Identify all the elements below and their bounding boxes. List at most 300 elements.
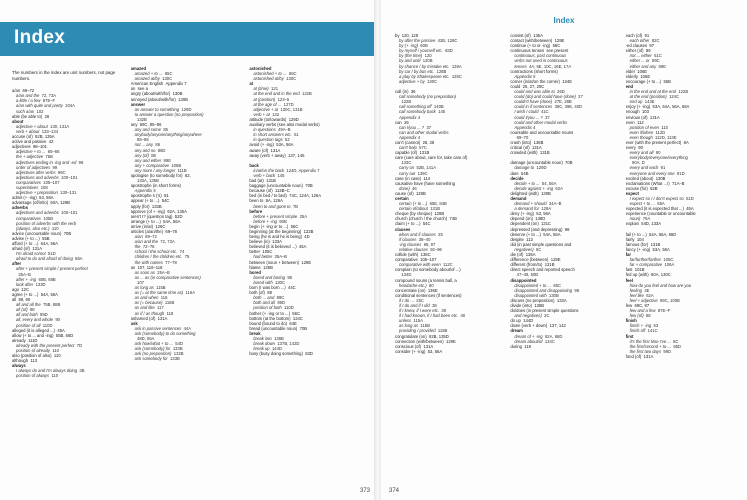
entry-unit-refs: 136B xyxy=(534,302,545,308)
entry-unit-refs: 133C xyxy=(401,160,412,166)
subentry-text: every and all xyxy=(629,150,654,156)
subentry-text: as (= at the same time as) xyxy=(134,290,184,296)
subentry-text: a/an with quite and pretty xyxy=(16,103,63,109)
entry-headword: can't (cannot) xyxy=(395,139,421,145)
subentry-text: can't help xyxy=(399,145,417,151)
entry-headword: adverbs xyxy=(12,205,29,211)
entry-unit-refs: 129B xyxy=(415,190,426,196)
entry-unit-refs: 25A–B xyxy=(18,271,31,277)
entry-unit-refs: 89D xyxy=(277,300,286,306)
entry-headword: do up xyxy=(510,318,521,324)
entry-unit-refs: 141C xyxy=(647,328,658,334)
entry-unit-refs: 70A xyxy=(642,216,651,222)
entry-unit-refs: 37 xyxy=(545,114,550,120)
entry-unit-refs: 131A xyxy=(423,343,434,349)
entry-unit-refs: 75B xyxy=(45,154,53,160)
entry-headword: amazed xyxy=(130,66,147,71)
entry-headword: depend (on) xyxy=(510,216,533,222)
subentry-text: as if / as though xyxy=(134,310,165,316)
subentry-text: could I/you ... ? xyxy=(514,114,543,120)
entry-headword: either (of) xyxy=(625,48,644,54)
entry-headword: after xyxy=(12,261,22,267)
subentry-text: end up xyxy=(629,99,643,105)
subentry-text: dream of + -ing xyxy=(514,333,543,339)
entry-unit-refs: 25C xyxy=(416,297,424,303)
entry-headword: continue (+ to or -ing) xyxy=(510,43,551,49)
entry-unit-refs: 100–101 xyxy=(61,210,78,216)
entry-headword: bed (in bed / to bed) xyxy=(249,193,287,199)
entry-headword: certain xyxy=(395,196,409,201)
entry-headword: bound (bound to do) xyxy=(249,320,288,326)
subentry-text: in the end and at the end xyxy=(629,89,676,95)
entry-unit-refs: 62B, 135A xyxy=(35,134,55,140)
entry-unit-refs: 103 xyxy=(641,109,649,115)
entry-unit-refs: 129E xyxy=(445,338,456,344)
subentry-text: children / the children etc. xyxy=(134,254,183,260)
entry-unit-refs: 144D xyxy=(523,318,534,324)
entry-unit-refs: Appendix 7 xyxy=(165,81,187,87)
entry-unit-refs: 110 xyxy=(53,353,61,359)
subentry-text: feel + adjective xyxy=(629,297,658,303)
entry-unit-refs: 134D xyxy=(401,272,412,278)
subentry-text: verb + back xyxy=(253,172,276,178)
entry-headword: fairly xyxy=(625,236,635,242)
entry-unit-refs: 120, 128 xyxy=(401,33,419,38)
entry-unit-refs: 52D xyxy=(174,213,183,219)
entry-headword: encourage (+ to ...) xyxy=(625,78,662,84)
entry-unit-refs: 53, 56A xyxy=(427,348,443,354)
subentry-text: the first two days xyxy=(629,348,662,354)
entry-headword: direct speech and reported speech xyxy=(510,267,575,273)
entry-headword: dream xyxy=(510,328,523,334)
subentry-text: a little / a few xyxy=(16,98,41,104)
entry-unit-refs: 26 xyxy=(44,113,50,119)
entry-headword: apply (for) xyxy=(130,203,150,209)
subentry-text: Appendix 4 xyxy=(399,114,420,120)
subentry-text: verb + about xyxy=(16,128,40,134)
entry-unit-refs: 100–101 xyxy=(61,174,78,180)
entry-unit-refs: 69–78 xyxy=(165,229,178,234)
entry-unit-refs: 126C xyxy=(155,223,166,229)
entry-headword: attitude (to/towards) xyxy=(249,116,287,122)
entry-headword: bother (+ -ing or to ...) xyxy=(249,310,290,316)
entry-unit-refs: 107, 116–118 xyxy=(137,264,163,270)
entry-headword: envious (of) xyxy=(625,114,648,120)
entry-headword: connection (with/between) xyxy=(395,338,444,344)
subentry-text: relative clauses xyxy=(399,246,428,252)
entry-headword: causative have (have something xyxy=(395,180,456,186)
entry-headword: advice (uncountable noun) xyxy=(12,230,62,236)
entry-headword: end xyxy=(625,83,634,89)
entry-headword: bottom (at the bottom) xyxy=(249,315,291,321)
entry-unit-refs: 26 xyxy=(404,119,409,125)
entry-unit-refs: 145 xyxy=(277,172,285,178)
entry-headword: cheque (by cheque) xyxy=(395,211,433,217)
entry-unit-refs: 115B xyxy=(437,328,448,334)
subentry-text: any and no xyxy=(134,147,156,153)
entry-headword: break xyxy=(249,330,261,336)
entry-unit-refs: 130C xyxy=(162,76,173,82)
subentry-text: an answer to something xyxy=(134,106,180,112)
entry-unit-refs: 128A xyxy=(451,63,462,69)
entry-unit-refs: 104 xyxy=(636,236,644,242)
subentry-text: all (of) xyxy=(16,307,28,313)
subentry-text: unless xyxy=(399,318,412,324)
entry-unit-refs: 54A, 56A xyxy=(163,218,181,224)
entry-unit-refs: 113 xyxy=(526,236,533,242)
entry-unit-refs: 46 xyxy=(412,185,417,191)
entry-unit-refs: 53 xyxy=(653,323,659,329)
entry-unit-refs: 54A, 56A xyxy=(40,241,58,246)
subentry-text: to answer a question (no preposition) xyxy=(134,111,204,117)
entry-unit-refs: 122B xyxy=(303,229,314,234)
subentry-text: look after xyxy=(16,281,34,287)
entry-unit-refs: 56C xyxy=(552,43,561,49)
entry-headword: blame xyxy=(249,264,261,270)
entry-unit-refs: 132 xyxy=(272,111,280,117)
entry-headword: dependent (on) xyxy=(510,221,539,227)
entry-headword: even xyxy=(625,119,635,125)
page-title: Index xyxy=(14,27,66,48)
entry-unit-refs: 39 xyxy=(441,308,447,314)
entry-unit-refs: 49A–B xyxy=(278,127,291,133)
subentry-text: before + present simple xyxy=(253,213,298,219)
running-header: Index xyxy=(553,16,575,25)
entry-headword: despite xyxy=(510,236,524,242)
entry-headword: begin (+ -ing or to ...) xyxy=(249,223,289,229)
subentry-text: after + present simple / present perfect xyxy=(16,266,88,272)
entry-headword: both (of) xyxy=(249,290,265,296)
entry-unit-refs: 89 xyxy=(267,290,272,296)
subentry-text: adjectives and adverbs xyxy=(16,174,59,180)
entry-unit-refs: 55B xyxy=(42,235,50,241)
entry-headword: do/does (in present simple questions xyxy=(510,308,579,314)
entry-unit-refs: 57C xyxy=(419,145,427,151)
entry-unit-refs: 26, 28 xyxy=(422,139,435,145)
entry-headword: bored xyxy=(249,269,261,275)
entry-unit-refs: 8C xyxy=(673,338,679,344)
entry-unit-refs: 45A xyxy=(686,206,694,212)
entry-unit-refs: 74C, 124A, 126A xyxy=(289,193,322,199)
entry-unit-refs: 132B xyxy=(137,116,147,122)
entry-unit-refs: 98 xyxy=(287,274,293,280)
entry-unit-refs: 75B, 88B xyxy=(43,302,61,308)
entry-headword: conscious (of) xyxy=(395,343,422,349)
entry-unit-refs: 130B xyxy=(172,91,183,97)
entry-unit-refs: 69–72 xyxy=(145,234,157,240)
entry-unit-refs: 105B xyxy=(43,215,54,221)
entry-unit-refs: 47–48, 50B xyxy=(516,272,539,278)
entry-unit-refs: 77–78 xyxy=(165,259,177,265)
entry-headword: countable and uncountable nouns xyxy=(510,129,574,135)
entry-headword: away (verb + away) xyxy=(249,152,286,158)
entry-unit-refs: 92–96 xyxy=(430,246,442,252)
entry-unit-refs: 130B xyxy=(549,292,559,298)
entry-unit-refs: 131A xyxy=(32,246,43,252)
subentry-text: when and if clauses xyxy=(399,231,436,237)
entry-unit-refs: 131B xyxy=(539,150,550,156)
subentry-text: verb + at xyxy=(253,111,270,117)
entry-unit-refs: 88 xyxy=(29,307,35,313)
subentry-text: in questions xyxy=(253,127,276,133)
entry-unit-refs: 129E xyxy=(301,259,312,265)
entry-unit-refs: 97 xyxy=(649,43,655,49)
entry-headword: busy (busy doing something) xyxy=(249,351,303,357)
entry-headword: depressed (and depressing) xyxy=(510,226,563,232)
entry-unit-refs: 88 xyxy=(151,152,156,158)
entry-headword: church (church / the church) xyxy=(395,216,448,222)
entry-unit-refs: 133D xyxy=(35,281,46,287)
entry-headword: better xyxy=(249,249,261,255)
entry-headword: articles (a/an/the) xyxy=(130,229,164,234)
entry-unit-refs: 27E, 28B xyxy=(554,99,572,105)
subentry-text: break down xyxy=(253,341,275,347)
entry-unit-refs: 105C xyxy=(663,257,674,263)
subentry-text: a/an and the xyxy=(134,239,158,245)
entry-unit-refs: 62A xyxy=(555,185,563,191)
subentry-text: at (position) xyxy=(253,96,276,102)
entry-headword: concentrate (on) xyxy=(395,287,426,293)
entry-unit-refs: 60B xyxy=(279,218,287,224)
subentry-text: amazed at/by xyxy=(134,76,160,82)
entry-unit-refs: 99C xyxy=(57,169,66,175)
subentry-text: the + adjective xyxy=(16,154,44,160)
subentry-text: had better xyxy=(253,254,273,260)
entry-unit-refs: 72, 73A xyxy=(160,239,175,245)
entry-unit-refs: 136D xyxy=(535,216,546,222)
subentry-text: if I had known, if I had been etc. xyxy=(399,313,459,319)
entry-unit-refs: 53A, 56A xyxy=(276,142,294,148)
entry-unit-refs: 63D xyxy=(305,351,313,357)
entry-unit-refs: 108 xyxy=(40,184,48,190)
entry-headword: an xyxy=(130,86,136,92)
entry-unit-refs: 34A–B xyxy=(548,201,562,207)
subentry-text: break up xyxy=(253,346,270,352)
entry-unit-refs: 119 xyxy=(524,343,531,349)
subentry-text: position of both xyxy=(253,305,282,311)
entry-unit-refs: 51D xyxy=(686,196,694,201)
entry-headword: at xyxy=(249,81,254,87)
entry-headword: explain xyxy=(625,221,639,227)
entry-headword: decide xyxy=(510,175,524,181)
subentry-text: and negatives) xyxy=(514,313,542,319)
entry-unit-refs: 135A xyxy=(525,252,536,258)
entry-headword: fast xyxy=(625,267,633,273)
entry-unit-refs: 129D xyxy=(181,106,192,112)
subentry-text: both and all xyxy=(253,300,275,306)
subentry-text: Appendix 4 xyxy=(514,124,536,130)
entry-unit-refs: 38 xyxy=(432,302,437,308)
index-column-1 xyxy=(12,66,131,379)
entry-headword: arrange (+ to ...) xyxy=(130,218,161,224)
entry-unit-refs: 87E–F xyxy=(657,308,671,314)
entry-headword: every xyxy=(625,145,636,151)
entry-headword: continuous tenses xyxy=(510,48,545,54)
subentry-text: -ing clauses xyxy=(399,241,422,247)
entry-unit-refs: 55B xyxy=(663,78,671,84)
entry-unit-refs: 56C xyxy=(290,223,299,229)
entry-headword: approve (of + -ing) xyxy=(130,208,166,214)
index-column-2 xyxy=(510,33,625,359)
entry-headword: admit (+ -ing) xyxy=(12,195,37,201)
entry-unit-refs: 131B xyxy=(544,262,555,268)
entry-unit-refs: 129A xyxy=(541,206,552,212)
entry-unit-refs: 118 xyxy=(166,310,174,316)
entry-unit-refs: 106E xyxy=(637,68,648,74)
subentry-text: finish + -ing xyxy=(629,323,652,329)
entry-unit-refs: 7D xyxy=(76,342,83,348)
entry-headword: fond (of) xyxy=(625,353,642,359)
entry-unit-refs: 101B xyxy=(634,267,645,273)
entry-headword: contractions (short forms) xyxy=(510,68,558,74)
entry-unit-refs: 71A–B xyxy=(671,180,685,186)
subentry-text: call somebody back xyxy=(399,109,436,115)
subentry-text: as and like xyxy=(134,305,155,311)
entry-unit-refs: 133B xyxy=(170,356,180,362)
entry-unit-refs: 53, 56A xyxy=(536,211,551,217)
entry-unit-refs: 136B xyxy=(533,139,544,145)
index-entry xyxy=(626,354,736,359)
entry-unit-refs: 54A, 56A xyxy=(40,291,58,297)
entry-headword: demand xyxy=(510,196,527,201)
entry-unit-refs: 60B xyxy=(420,43,428,49)
entry-unit-refs: 54C xyxy=(161,198,170,204)
entry-unit-refs: 12C xyxy=(21,286,30,292)
subentry-text: order of adjectives xyxy=(16,164,51,170)
entry-unit-refs: 116B xyxy=(164,300,175,306)
entry-headword: deny (+ -ing) xyxy=(510,211,534,217)
subentry-text: can and other modal verbs xyxy=(399,129,449,135)
entry-unit-refs: 25 xyxy=(438,231,443,237)
entry-headword: between (noun + between) xyxy=(249,259,300,265)
subentry-text: as long as xyxy=(134,285,154,291)
entry-headword: delighted (with) xyxy=(510,190,539,196)
subentry-text: at (time) xyxy=(253,86,269,92)
entry-headword: discuss (no preposition) xyxy=(510,297,555,303)
entry-unit-refs: 89C xyxy=(652,58,660,64)
entry-unit-refs: 131B xyxy=(430,206,440,212)
entry-headword: all xyxy=(12,297,17,303)
subentry-text: position of adverbs with the verb xyxy=(16,220,77,226)
subentry-text: far/further/farther xyxy=(629,257,662,263)
entry-unit-refs: 87E–F xyxy=(42,98,56,104)
entry-unit-refs: 3B xyxy=(79,368,85,374)
subentry-text: call something off xyxy=(399,104,432,110)
entry-unit-refs: 130–131 xyxy=(60,190,77,196)
entry-unit-refs: 85 xyxy=(163,127,168,133)
entry-unit-refs: 44C xyxy=(287,285,296,291)
subentry-text: ask somebody for xyxy=(134,356,168,362)
entry-unit-refs: 124C xyxy=(292,315,303,321)
entry-unit-refs: 69–70 xyxy=(516,134,529,140)
subentry-text: ask how/what + to ... xyxy=(134,341,173,347)
entry-headword: aware (of) xyxy=(249,147,269,153)
entry-headword: beginning (at the beginning) xyxy=(249,229,302,234)
entry-unit-refs: 110 xyxy=(661,124,669,130)
subentry-text: as soon as xyxy=(134,269,155,275)
entry-unit-refs: 106B xyxy=(171,162,182,168)
subentry-text: adjectives and adverbs xyxy=(16,210,59,216)
entry-headword: could xyxy=(510,83,521,89)
subentry-text: decide + to ... xyxy=(514,180,540,186)
entry-unit-refs: 135B xyxy=(263,264,273,270)
entry-headword: appear (+ to ...) xyxy=(130,198,160,204)
entry-unit-refs: see present xyxy=(546,48,569,54)
entry-headword: care (care about, care for, take care of) xyxy=(395,155,468,161)
entry-unit-refs: 53, 56A xyxy=(39,195,54,201)
entry-unit-refs: 122B xyxy=(302,91,312,97)
entry-unit-refs: 38–40 xyxy=(418,236,431,242)
entry-unit-refs: 90 xyxy=(638,145,643,151)
subentry-text: as ... as (in comparative sentences) xyxy=(134,274,201,280)
subentry-text: each other xyxy=(629,38,650,44)
entry-unit-refs: 89C xyxy=(276,295,285,301)
entry-unit-refs: 52 xyxy=(285,137,290,143)
entry-unit-refs: 131C xyxy=(541,221,552,227)
subentry-text: tenses xyxy=(514,63,527,69)
entry-unit-refs: 130, 131A xyxy=(50,123,70,129)
entry-headword: afraid (of) xyxy=(12,246,30,252)
entry-unit-refs: 70B xyxy=(63,230,72,236)
entry-unit-refs: 115B xyxy=(420,323,430,329)
entry-unit-refs: 51C xyxy=(654,53,662,59)
entry-unit-refs: 91 xyxy=(644,33,650,38)
subentry-text: how do you feel and how are you xyxy=(629,282,692,288)
entry-unit-refs: 74B xyxy=(449,216,457,222)
entry-headword: capable (of) xyxy=(395,150,418,156)
entry-unit-refs: 113B–C xyxy=(274,188,290,194)
entry-headword: able (be able to) xyxy=(12,113,43,119)
index-intro: The numbers in the index are unit numbers, not page numbers. xyxy=(12,70,116,81)
subentry-text: before + -ing xyxy=(253,218,277,224)
index-column-3 xyxy=(249,66,368,379)
entry-unit-refs: 105–107 xyxy=(43,179,60,185)
entry-unit-refs: 86 xyxy=(155,142,161,148)
entry-unit-refs: 110 xyxy=(51,373,59,379)
entry-unit-refs: 4D xyxy=(304,234,310,240)
entry-headword: finish xyxy=(625,318,637,324)
entry-unit-refs: 54A, 56A, 66D xyxy=(649,231,677,237)
subentry-text: school / the school etc. xyxy=(134,249,178,255)
subentry-text: certain (+ to ...) xyxy=(399,201,428,207)
entry-unit-refs: 65–66 xyxy=(47,149,60,155)
entry-headword: exclamations (What ...!) xyxy=(625,180,670,186)
entry-unit-refs: 69–72 xyxy=(22,88,35,94)
subentry-text: by car / by bus etc. xyxy=(399,68,435,74)
subentry-text: by chance / by mistake etc. xyxy=(399,63,450,69)
entry-headword: because (of) xyxy=(249,188,273,194)
entry-unit-refs: 70B xyxy=(565,160,573,166)
entry-unit-refs: 124C xyxy=(669,94,680,100)
entry-unit-refs: 62A, 135A xyxy=(167,208,187,214)
subentry-text: by and until xyxy=(399,58,421,64)
entry-headword: did (in past simple questions and xyxy=(510,241,572,247)
entry-unit-refs: 37 xyxy=(426,124,432,130)
entry-unit-refs: 99 xyxy=(52,164,58,170)
entry-unit-refs: 131A xyxy=(649,114,660,120)
entry-headword: baggage (uncountable noun) xyxy=(249,183,303,189)
subentry-text: position of always xyxy=(16,373,50,379)
entry-unit-refs: 4A, 6E, 10C, 16E, 17A xyxy=(529,63,572,69)
entry-unit-refs: 72, 73A xyxy=(41,93,57,99)
entry-unit-refs: 98 xyxy=(574,287,580,293)
subentry-text: everyone and every one xyxy=(629,170,675,176)
entry-unit-refs: 42 xyxy=(48,139,54,145)
subentry-text: noun) xyxy=(629,216,641,222)
entry-unit-refs: 62A, 66D xyxy=(544,333,563,339)
subentry-text: disappointed + to ... xyxy=(514,282,551,288)
entry-unit-refs: 98 xyxy=(78,159,84,165)
